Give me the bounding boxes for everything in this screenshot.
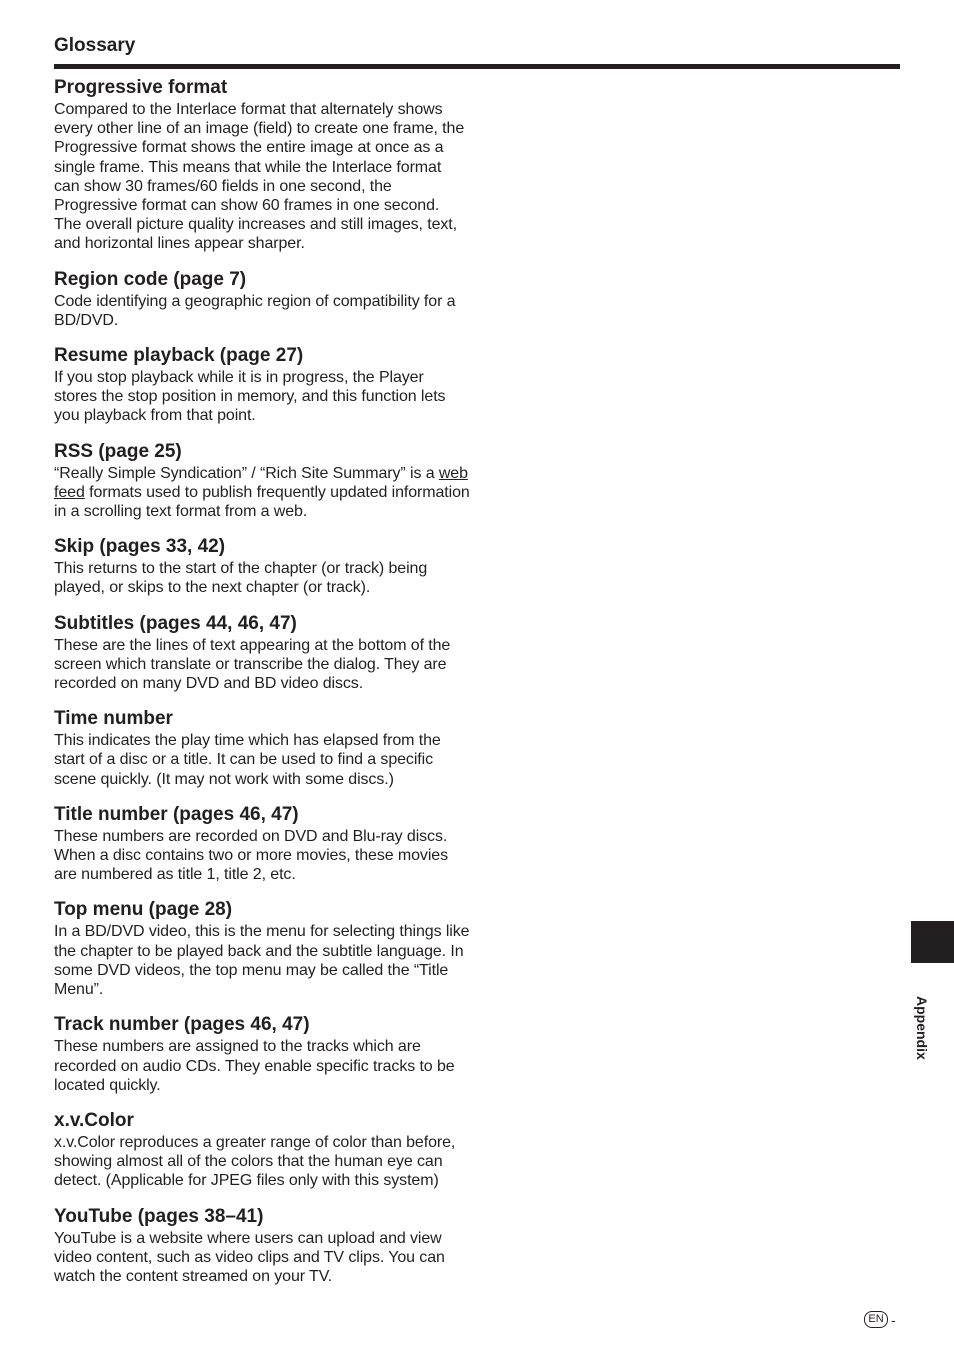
appendix-tab-marker <box>911 921 954 963</box>
page-suffix: - <box>891 1311 896 1328</box>
entry-body: If you stop playback while it is in progress, the Player stores the stop position in memory, and this function lets you playback from that point. <box>54 369 446 425</box>
entry-body <box>54 464 470 522</box>
glossary-entry-skip <box>54 535 470 597</box>
entry-body: This returns to the start of the chapter (or track) being played, or skips to the next chapter (or track). <box>54 560 428 597</box>
appendix-tab-label: Appendix <box>914 996 930 1060</box>
entry-title: YouTube (pages 38–41) <box>54 1205 264 1227</box>
glossary-entry-time-number <box>54 707 470 789</box>
entry-body: These are the lines of text appearing at the bottom of the screen which translate or transcribe the dialog. They are recorded on many DVD and BD video discs. <box>54 636 451 693</box>
web-feed-link[interactable]: web feed <box>54 464 468 501</box>
entry-title: Title number (pages 46, 47) <box>54 803 299 825</box>
page-footer <box>864 1311 896 1328</box>
header-rule <box>54 64 900 69</box>
glossary-entry-rss <box>54 440 470 522</box>
language-badge: EN <box>864 1311 888 1328</box>
glossary-entry-region-code <box>54 268 470 330</box>
entry-body: These numbers are recorded on DVD and Blu-ray discs. When a disc contains two or more movies, these movies are numbered as title 1, title 2, etc. <box>54 827 448 884</box>
section-title: Glossary <box>54 35 136 56</box>
entry-body-text: “Really Simple Syndication” / “Rich Site Summary” is a <box>54 464 439 482</box>
entry-title: Progressive format <box>54 77 228 98</box>
entry-title: Time number <box>54 708 173 730</box>
entry-title: Resume playback (page 27) <box>54 345 304 367</box>
entry-title: Region code (page 7) <box>54 268 247 290</box>
entry-body: YouTube is a website where users can upload and view video content, such as video clips and TV clips. You can watch the content streamed on your TV. <box>54 1229 445 1285</box>
glossary-entry-subtitles <box>54 612 470 694</box>
entry-title: RSS (page 25) <box>54 440 182 462</box>
entry-body: This indicates the play time which has elapsed from the start of a disc or a title. It can be used to find a specific scene quickly. (It may not work with some discs.) <box>54 732 441 788</box>
entry-title: Subtitles (pages 44, 46, 47) <box>54 612 297 634</box>
entry-body: Code identifying a geographic region of compatibility for a BD/DVD. <box>54 292 456 329</box>
glossary-entry-xv-color <box>54 1109 470 1191</box>
glossary-entry-progressive-format <box>54 76 470 254</box>
entry-title: Skip (pages 33, 42) <box>54 536 226 558</box>
glossary-entry-resume-playback <box>54 344 470 426</box>
glossary-entry-title-number <box>54 803 470 885</box>
entry-title: x.v.Color <box>54 1109 134 1131</box>
entry-body: In a BD/DVD video, this is the menu for selecting things like the chapter to be played back and the subtitle language. In some DVD videos, the top menu may be called the “Title Menu”. <box>54 923 470 999</box>
entry-body: These numbers are assigned to the tracks which are recorded on audio CDs. They enable specific tracks to be located quickly. <box>54 1038 455 1094</box>
glossary-entry-youtube <box>54 1205 470 1287</box>
glossary-column <box>54 76 470 1300</box>
glossary-entry-top-menu <box>54 898 470 999</box>
entry-body: Compared to the Interlace format that alternately shows every other line of an image (field) to create one frame, the Progressive format shows the entire image at once as a single frame. This means that while the Interlace format can show 30 frames/60 fields in one second, the Progressive format can show 60 frames in one second. The overall picture quality increases and still images, text, and horizontal lines appear sharper. <box>54 101 465 253</box>
entry-body-text: formats used to publish frequently updated information in a scrolling text format from a web. <box>54 483 470 521</box>
entry-title: Top menu (page 28) <box>54 899 233 921</box>
glossary-entry-track-number <box>54 1013 470 1095</box>
entry-body: x.v.Color reproduces a greater range of color than before, showing almost all of the colors that the human eye can detect. (Applicable for JPEG files only with this system) <box>54 1133 456 1190</box>
entry-title: Track number (pages 46, 47) <box>54 1014 310 1036</box>
